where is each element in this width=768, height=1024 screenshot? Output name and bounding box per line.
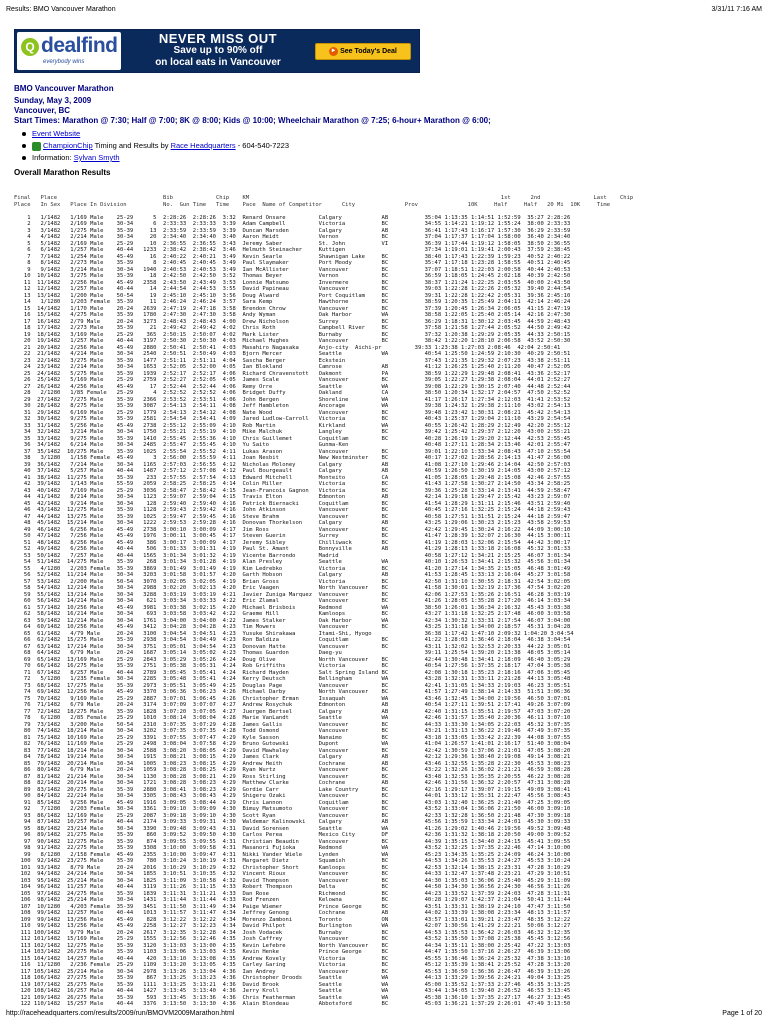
table-row: 93 86/1482 12/169 Male 25-29 2087 3:09:18 3:09:10 4:30 Scott Ryan Vancouver BC 42:33 1:32:28 1:36:50 2:21:48 47:30 3:09:18 [23, 812, 571, 819]
table-row: 43 40/1482 7/169 Male 25-29 3036 2:58:47 2:58:42 4:15 Jean-Francois Gagnon Victoria BC 39:36 1:25:28 1:33:14 2:13:41 44:59 2:58:47 [23, 487, 571, 494]
table-row: 53 50/1482 7/257 Male 40-44 1565 3:01:34 3:01:32 4:19 Vicente Barrondo Madrid 40:58 1:27:12 1:34:21 2:15:25 46:07 3:01:34 [23, 552, 571, 559]
table-row: 14 1/1280 1/203 Female 35-39 11 2:46:24 2:46:24 3:57 Sara Kemp Hawthorne BC 38:59 1:20:35 1:25:49 2:04:11 42:14 2:46:24 [23, 299, 571, 305]
table-row: 112 101/1482 15/169 Male 25-29 1555 3:12:56 3:12:46 4:35 Josh Caffrey Vancouver BC 43:52 1:35:50 1:37:08 2:25:38 45:45 3:12:56 [20, 936, 571, 942]
table-row: 33 31/1482 5/256 Male 45-49 2738 2:55:12 2:55:09 4:10 Rob Martin Kirkland WA 40:55 1:26:42 1:28:29 2:12:49 42:20 2:55:12 [23, 422, 571, 429]
table-row: 80 74/1482 18/214 Male 30-34 3202 3:07:35 3:07:35 4:28 Todd Osmond Vancouver BC 43:21 1:31:13 1:36:22 2:19:46 47:49 3:07:35 [23, 728, 571, 734]
ad-subline: Save up to 90% off [173, 45, 263, 56]
table-row: 62 58/1482 16/214 Male 30-34 693 3:03:58 3:03:42 4:22 Graeme Hill Kamloops BC 43:27 1:31:18 1:32:25 2:17:48 46:00 3:03:58 [23, 611, 571, 617]
table-row: 83 77/1482 18/214 Male 30-34 2588 3:08:20 3:08:05 4:29 David Mawhaley Vancouver BC 42:42 1:30:59 1:37:06 2:21:01 47:05 3:08:20 [23, 747, 571, 754]
table-row: 20 19/1482 1/257 Male 40-44 3197 2:50:30 2:50:30 4:03 Michael Hughes Vancouver BC 38:42 1:22:20 1:28:10 2:06:58 43:52 2:50:30 [23, 338, 571, 344]
table-row: 18 17/1482 2/273 Male 35-39 21 2:49:42 2:49:42 4:02 Chris Roth Campbell River BC 37:58 1:21:58 1:27:44 2:05:52 44:50 2:49:42 [23, 325, 571, 331]
championchip-link[interactable]: ChampionChip [43, 141, 93, 150]
table-row: 103 95/1482 25/214 Male 30-34 1825 3:11:09 3:10:58 4:32 David Thompson Vancouver BC 44:30 1:35:03 1:36:06 2:25:40 45:29 3:11:09 [20, 877, 571, 884]
table-row: 84 78/1482 19/214 Male 30-34 1915 3:08:21 3:08:15 4:29 James Clark Calgary AB 42:12 1:29:36 1:38:40 2:19:08 49:14 3:08:21 [23, 754, 571, 760]
table-row: 72 5/1280 1/235 Female 30-34 2285 3:05:48 3:05:41 4:24 Kerry Deutsch Bellingham WA 43:28 1:32:31 1:33:11 2:21:28 44:13 3:05:48 [23, 676, 571, 682]
table-row: 29 27/1482 7/275 Male 35-39 2366 2:53:52 2:53:51 4:06 John Bergen Shoreline WA 41:17 1:26:17 1:27:34 2:12:03 41:41 2:53:52 [23, 396, 571, 403]
table-row: 21 20/1482 2/256 Male 45-49 2880 2:50:41 2:50:41 4:03 Masahiro Nagasaka Anjo-city Aichi-pr 39:33 1:23:38 1:27:03 2:08:46 42:04 2:50:41 [23, 344, 561, 351]
table-row: 97 90/1482 12/275 Male 35-39 874 3:09:55 3:09:55 4:31 Christian Beaudin Vancouver BC 44:39 1:35:15 1:34:40 2:24:15 45:41 3:09:55 [23, 838, 571, 845]
championchip-icon [32, 142, 41, 151]
table-row: 100 92/1482 23/275 Male 35-39 780 3:10:24 3:10:19 4:31 Margaret Dietz Squamish BC 44:53 1:34:26 1:35:53 2:24:27 45:53 3:10:24 [20, 858, 571, 864]
table-row: 92 7/1280 2/203 Female 30-34 3361 3:09:10 3:09:09 4:30 Bimuy Matsumoto Vancouver BC 43:52 1:33:04 1:36:06 2:21:50 46:00 3:09:10 [23, 806, 571, 812]
table-row: 114 103/1482 26/275 Male 35-39 1103 3:13:06 3:13:03 4:35 Kevin Henke Prince George BC 44:47 1:35:50 1:37:16 2:26:27 46:39 3:13:06 [20, 949, 571, 955]
table-row: 59 55/1482 13/214 Male 30-34 3288 3:03:19 3:03:19 4:21 Javier Zuniga Marquez Vancouver BC 42:06 1:27:53 1:35:26 2:16:51 46:28 3:03:19 [23, 591, 571, 598]
page-number: Page 1 of 20 [722, 1010, 762, 1017]
table-row: 82 76/1482 11/169 Male 25-29 2498 3:08:04 3:07:58 4:29 Bruno Gutowski Dupont WA 41:04 1:26:57 1:41:01 2:16:17 51:40 3:08:04 [23, 741, 571, 747]
table-row: 5 5/1482 2/169 Male 25-29 10 2:36:55 2:36:55 3:43 Jeremy Saber St. John VI 36:39 1:17:44 1:19:12 1:58:05 38:50 2:36:55 [27, 240, 571, 247]
table-row: 117 105/1482 25/214 Male 30-34 2978 3:13:26 3:13:04 4:36 Ian Andrey Vancouver BC 45:53 1:36:50 1:36:36 2:26:47 46:39 3:13:26 [20, 968, 571, 975]
table-row: 15 14/1482 1/170 Male 20-24 2639 2:47:19 2:47:18 3:58 Brendon Chrow Vancouver BC 37:39 1:20:45 1:26:34 2:06:05 41:15 2:47:19 [23, 305, 571, 312]
ad-headline: NEVER MISS OUT [158, 31, 278, 46]
table-row: 35 33/1482 9/275 Male 35-39 1410 2:55:45 2:55:36 4:10 Chris Guillemet Coquitlam BC 40:28 1:26:19 1:29:20 2:12:44 42:53 2:55:45 [23, 435, 571, 442]
table-row: 30 28/1482 8/275 Male 35-39 3087 2:54:13 2:54:11 4:08 Jeff Hambleton Ancorage WA 39:38 1:24:32 1:29:38 2:11:10 43:02 2:54:13 [23, 403, 571, 409]
table-row: 94 87/1482 10/257 Male 40-44 2174 3:09:33 3:09:31 4:30 Waldemar Kalinowski Calgary AB 45:56 1:35:59 1:33:34 2:24:01 45:30 3:09:33 [23, 819, 571, 825]
table-row: 24 23/1482 2/214 Male 30-34 1653 2:52:05 2:52:00 4:05 Ian Blokland Camrose AB 41:12 1:26:25 1:25:40 2:11:20 40:47 2:52:05 [23, 364, 571, 370]
table-row: 17 16/1482 2/79 Male 20-24 3273 2:48:43 2:48:43 4:00 Drew Nicholson Surrey BC 36:29 1:18:31 1:30:12 2:03:45 44:59 2:48:43 [23, 318, 571, 325]
table-row: 63 59/1482 12/214 Male 30-34 1761 3:04:00 3:04:00 4:22 James Stalker Oak Harbor WA 42:34 1:30:32 1:33:31 2:17:54 46:07 3:04:00 [23, 617, 571, 624]
table-row: 87 81/1482 21/214 Male 30-34 1130 3:08:28 3:08:21 4:29 Ross Stirling Vancouver BC 43:48 1:32:53 1:35:35 2:20:55 46:22 3:08:28 [23, 773, 571, 780]
table-row: 45 42/1482 9/214 Male 30-34 128 2:59:40 2:59:40 4:16 Patrick Biernacki Coquitlam BC 41:54 1:28:29 1:31:11 2:15:46 43:51 2:59:40 [23, 500, 571, 507]
table-row: 95 88/1482 23/214 Male 30-34 3390 3:09:48 3:09:43 4:31 David Sorensen Seattle WA 41:26 1:29:02 1:40:46 2:19:56 49:52 3:09:48 [23, 825, 571, 832]
table-row: 44 41/1482 8/214 Male 30-34 1123 2:59:07 2:59:04 4:15 Travis Elton Edmonton AB 42:14 1:29:18 1:29:47 2:15:42 43:23 2:59:07 [23, 494, 571, 500]
table-row: 98 91/1482 22/275 Male 35-39 3308 3:10:00 3:09:58 4:31 Masanori Fujioka Redmond WA 43:52 1:32:25 1:37:35 2:22:46 47:14 3:10:00 [23, 845, 571, 851]
page-url: http://raceheadquarters.com/results/2009/run/BMOVM2009Marathon.html [6, 1010, 235, 1017]
table-row: 19 18/1482 3/169 Male 25-29 365 2:50:15 2:50:07 4:02 Mark Lister Burnaby BC 37:32 1:20:38 1:29:29 2:05:35 44:33 2:50:15 [23, 331, 571, 338]
event-website-link[interactable]: Event Website [32, 129, 81, 138]
timing-item: ChampionChip Timing and Results by Race Headquarters - 604-540-7223 [22, 140, 289, 152]
table-row: 54 51/1482 14/275 Male 35-39 268 3:01:34 3:01:28 4:19 Alan Presley Seattle WA 40:10 1:26:53 1:34:41 2:15:32 45:56 3:01:34 [23, 559, 571, 565]
table-row: 40 37/1482 5/257 Male 40-44 1487 2:57:12 2:57:08 4:12 Paul Bourgeault Calgary AB 40:59 1:26:50 1:30:19 2:14:05 43:00 2:57:12 [23, 468, 571, 474]
table-row: 73 68/1482 17/275 Male 35-39 2973 3:05:51 3:05:49 4:25 Douglas Page Vancouver BC 42:41 1:31:05 1:34:33 2:19:03 46:23 3:05:51 [23, 682, 571, 689]
event-location: Vancouver, BC [14, 106, 71, 115]
table-row: 55 4/1280 2/203 Female 35-39 3869 3:01:49 3:01:49 4:19 Kim Ledrebko Victoria BC 41:20 1:27:14 1:34:35 2:15:05 46:48 3:01:49 [23, 565, 571, 572]
table-row: 50 47/1482 7/256 Male 45-49 1976 3:00:11 3:00:45 4:17 Steven Guerin Surrey BC 41:47 1:28:39 1:32:07 2:16:30 44:15 3:00:11 [23, 533, 571, 539]
table-row: 66 62/1482 15/275 Male 35-39 2938 3:04:54 3:04:49 4:23 Ron Baldiza Coquitlam BC 41:22 1:28:03 1:36:46 2:18:04 46:38 3:04:54 [23, 637, 571, 643]
table-row: 104 96/1482 11/257 Male 40-44 3119 3:11:26 3:11:15 4:33 Robert Thompson Delta BC 44:50 1:34:30 1:36:56 2:24:30 46:56 3:11:26 [20, 884, 571, 890]
table-row: 102 94/1482 24/214 Male 30-34 1855 3:10:51 3:10:35 4:32 Vincent Rioux Vancouver BC 44:33 1:32:47 1:37:48 2:23:21 47:29 3:10:51 [20, 871, 571, 877]
table-row: 6 6/1482 1/257 Male 40-44 1233 2:38:42 2:38:42 3:46 Helmuth Steinacher Kuttigen 37:34 1:19:01 1:19:41 2:00:43 37:59 2:38:45 [27, 247, 571, 253]
table-row: 58 54/1482 12/214 Male 30-34 2988 3:02:20 3:02:13 4:20 Eric Vaagen North Vancouver BC 41:58 1:30:01 1:32:19 2:17:36 47:54 3:02:20 [23, 585, 571, 591]
table-row: 37 35/1482 10/275 Male 35-39 1025 2:55:54 2:55:52 4:11 Lukas Arason Vancouver BC 39:01 1:22:10 1:33:34 2:08:43 47:10 2:55:54 [23, 448, 571, 455]
information-item: Information: Sylvan Smyth [22, 152, 289, 164]
table-row: 111 100/1482 9/79 Male 20-24 2617 3:12:35 3:12:28 4:34 Josh Vodacek Burnaby BC 44:53 1:35:53 1:36:42 2:26:03 46:32 3:12:35 [20, 929, 571, 936]
table-row: 12 12/1482 1/257 Male 40-44 14 2:44:54 2:44:53 3:55 David Papineau Vancouver BC 39:03 1:22:28 1:22:26 2:05:32 39:40 2:44:54 [23, 286, 571, 292]
table-row: 69 65/1482 13/169 Male 25-29 2843 3:05:29 3:05:26 4:24 Doug Olive North Vancouver BC 42:44 1:30:48 1:34:41 2:18:09 46:40 3:05:29 [23, 656, 571, 663]
table-row: 75 70/1482 9/169 Male 25-29 2887 3:07:01 3:06:45 4:26 Christopher Erman Issaquah WA 43:46 1:32:45 1:34:00 2:19:56 46:50 3:07:01 [23, 695, 571, 702]
table-row: 52 49/1482 6/256 Male 40-44 506 3:01:33 3:01:31 4:19 Paul St. Amant Bonnyville AB 41:29 1:28:13 1:33:18 2:16:08 45:32 3:01:33 [23, 546, 571, 552]
table-row: 74 69/1482 12/256 Male 45-49 3370 3:06:36 3:06:23 4:26 Michael Darby North Vancouver BC 41:57 1:27:49 1:38:14 2:14:33 51:51 3:06:36 [23, 689, 571, 695]
table-row: 67 63/1482 17/214 Male 30-34 3751 3:05:01 3:04:54 4:23 Donovan Hatte Vancouver BC 43:11 1:32:02 1:32:53 2:20:33 44:22 3:05:01 [23, 643, 571, 650]
table-row: 88 82/1482 20/214 Male 30-34 1721 3:08:28 3:08:23 4:29 Matthew Clarke Cochrane AB 42:46 1:31:56 1:36:32 2:20:57 47:31 3:08:28 [23, 780, 571, 786]
table-row: 39 36/1482 7/214 Male 30-34 1165 2:57:03 2:56:55 4:12 Nicholas Moloney Calgary AB 41:08 1:27:10 1:29:46 2:14:04 42:50 2:57:03 [23, 461, 571, 468]
table-row: 113 102/1482 12/275 Male 35-39 3120 3:13:03 3:13:00 4:35 Kevin Lefebre North Vancouver BC 44:34 1:35:11 1:38:00 2:25:42 47:22 3:13:03 [20, 942, 571, 949]
table-row: 77 72/1482 18/275 Male 35-39 1828 3:07:20 3:07:05 4:27 Juergen Bertsel Calgary AB 42:40 1:31:15 1:35:51 2:19:57 47:03 3:07:20 [23, 708, 571, 715]
race-headquarters-link[interactable]: Race Headquarters [170, 141, 236, 150]
event-links [22, 128, 289, 164]
table-row: 106 98/1482 25/214 Male 30-34 1431 3:11:44 3:11:44 4:33 Rod Frenzen Kelowna BC 40:28 1:29:07 1:42:37 2:21:04 50:41 3:11:44 [20, 897, 571, 903]
table-row: 49 46/1482 6/256 Male 45-49 2738 3:00:10 3:00:09 4:17 Jim Ross Vancouver BC 42:42 1:29:45 1:30:24 2:16:22 44:09 3:00:10 [23, 526, 571, 533]
table-row: 78 6/1280 2/85 Female 25-29 1010 3:08:14 3:08:04 4:28 Marie VanLandt Seattle WA 42:46 1:31:57 1:35:40 2:20:36 46:11 3:07:10 [23, 715, 571, 721]
see-todays-deal-button[interactable]: ► See Today's Deal [315, 43, 411, 60]
table-row: 71 67/1482 8/257 Male 40-44 2789 3:05:45 3:05:41 4:24 Richard Hayden Salt Spring Island BC 42:08 1:30:18 1:35:23 2:18:16 47:06 3:05:45 [23, 669, 571, 676]
table-row: 57 53/1482 2/200 Male 50-54 3070 3:02:05 3:02:05 4:19 Brian Gross Victoria BC 42:50 1:31:10 1:30:55 2:18:31 42:54 3:02:05 [23, 578, 571, 585]
table-row: 1 1/1482 1/169 Male 25-29 5 2:28:26 2:28:26 3:32 Renard Onsare Calgary AB 35:04 1:13:35 1:14:51 1:52:59 35:27 2:28:26 [27, 214, 571, 221]
table-row: 47 44/1482 13/275 Male 35-39 1025 2:59:47 2:59:45 4:16 Steve Brahm Vancouver BC 40:58 1:27:51 1:31:51 2:15:24 44:18 2:59:47 [23, 513, 571, 520]
table-row: 27 26/1482 4/256 Male 45-49 17 2:52:44 2:52:44 4:06 Remy Orre Seattle WA 39:08 1:22:29 1:30:15 2:07:40 44:48 2:52:44 [23, 383, 571, 390]
table-row: 4 4/1482 2/214 Male 30-34 20 2:34:40 2:34:40 3:40 Aaron Heidt Vernon BC 37:04 1:17:37 1:17:04 1:58:00 36:40 2:34:40 [27, 234, 571, 240]
arrow-icon: ► [330, 47, 337, 54]
table-row: 3 3/1482 1/275 Male 35-39 13 2:33:59 2:33:59 3:39 Duncan Marsden Calgary AB 36:41 1:17:43 1:16:17 1:57:30 36:29 2:33:59 [27, 227, 571, 234]
table-row: 118 106/1482 27/275 Male 35-39 867 3:13:25 3:13:23 4:36 Christopher Droods Seattle WA 44:13 1:33:29 1:39:56 2:24:21 49:04 3:13:25 [20, 975, 571, 981]
table-row: 48 45/1482 15/214 Male 30-34 1222 2:59:53 2:59:28 4:16 Donovan Thorkelson Calgary AB 43:25 1:29:06 1:30:23 2:15:23 43:58 2:59:53 [23, 520, 571, 526]
table-row: 68 64/1482 6/79 Male 20-24 1687 3:05:14 3:05:02 4:23 Thomas Guardon Daeg-yu 39:11 1:25:54 1:39:20 2:13:38 48:05 3:05:14 [23, 650, 571, 656]
table-header-1: Final Place Bib Chip KM 1st 2nd Last Chip [14, 195, 634, 201]
table-row: 9 9/1482 3/214 Male 30-34 1940 2:40:53 2:40:53 3:49 Ian McAllister Vancouver BC 37:07 1:18:51 1:22:03 2:00:58 40:44 2:40:53 [27, 266, 571, 273]
dealfind-logo [17, 32, 121, 70]
table-row: 76 71/1482 6/79 Male 20-24 3174 3:07:09 3:07:07 4:27 Andrew Rosychuk Edmonton AB 40:54 1:27:11 1:39:51 2:17:41 49:26 3:07:09 [23, 702, 571, 708]
table-row: 13 13/1482 1/200 Male 50-54 19 2:45:10 2:45:10 3:56 Doug Alward Port Coquitlam BC 39:31 1:22:28 1:22:42 2:05:31 39:36 2:45:10 [23, 292, 571, 299]
ad-subline-2: on local eats in Vancouver [155, 57, 281, 68]
table-row: 22 21/1482 4/214 Male 30-34 2540 2:50:51 2:50:49 4:03 Bjorn Mercer Seattle WA 40:54 1:25:50 1:24:59 2:10:30 40:29 2:50:51 [23, 351, 571, 357]
table-row: 120 108/1482 16/257 Male 40-44 1427 3:13:45 3:13:40 4:36 Jerry Kroll Seattle WA 43:44 1:34:05 1:39:40 2:26:52 46:53 3:13:45 [20, 988, 571, 994]
logo-text: dealfind [41, 34, 118, 57]
table-header-2: Place In Sex Place In Division No. Gun Time Time Pace Name of Competitor City Prov 10K Half Half 20 Mi 10K Time [14, 201, 611, 208]
event-title: BMO Vancouver Marathon [14, 84, 114, 93]
table-row: 85 79/1482 20/214 Male 30-34 1005 3:08:23 3:08:15 4:29 Andrew Heith Cochrane AB 43:46 1:32:55 1:35:28 2:22:30 45:53 3:08:23 [23, 760, 571, 767]
event-start-times: Start Times: Marathon @ 7:30; Half @ 7:00; 8K @ 8:00; Kids @ 10:00; Wheelchair Marathon @ 7:25; 6-hour+ Marathon @ 6:00; [14, 116, 491, 125]
table-row: 101 93/1482 8/79 Male 20-24 2016 3:10:29 3:10:29 4:32 Christopher Short Kamloops BC 42:53 1:32:14 1:38:15 2:23:31 47:28 3:10:29 [20, 864, 571, 871]
table-row: 25 24/1482 5/275 Male 35-39 1939 2:52:17 2:52:17 4:06 Richard Chravenstott Oakmont PA 38:59 1:22:29 1:29:48 2:08:41 43:36 2:52:17 [23, 370, 571, 377]
dealfind-ad-banner[interactable] [14, 29, 420, 73]
table-row: 109 99/1482 13/256 Male 45-49 828 3:12:22 3:12:22 4:34 Morenzo Zamboni Toronto ON 43:57 1:33:01 1:39:21 2:23:47 48:35 3:12:22 [20, 916, 571, 923]
table-row: 79 73/1482 3/200 Male 50-54 2310 3:07:35 3:07:29 4:28 James Gallis Vancouver BC 44:33 1:33:30 1:34:05 2:22:03 45:32 3:07:35 [23, 721, 571, 728]
table-row: 115 104/1482 14/257 Male 40-44 420 3:13:10 3:13:08 4:35 Andrew Kovely Victoria BC 45:55 1:36:46 1:36:24 2:25:32 47:38 3:13:10 [20, 955, 571, 962]
table-row: 56 52/1482 11/214 Male 30-34 3203 3:01:58 3:01:57 4:20 Garth Hobson Calgary AB 41:53 1:28:45 1:33:13 2:16:04 45:27 3:01:58 [23, 572, 571, 578]
table-row: 81 75/1482 10/169 Male 25-29 3391 3:07:55 3:07:47 4:29 Kyle Sasson Nanaimo BC 43:18 1:33:05 1:33:42 2:22:39 44:08 3:07:55 [23, 734, 571, 741]
table-row: 41 38/1482 11/275 Male 35-39 233 2:57:55 2:57:54 4:13 Edward Mitchell Monteito CA 41:05 1:28:05 1:29:48 2:15:08 42:46 2:57:55 [23, 474, 571, 481]
table-row: 23 22/1482 3/275 Male 35-39 1477 2:51:11 2:51:11 4:04 Sascha Berger Eckstein 37:43 1:21:35 1:29:32 2:07:23 43:38 2:51:11 [23, 357, 571, 364]
dealfind-logo-icon: Q [21, 38, 39, 56]
table-row: 28 2/1280 1/85 Female 25-29 4 2:52:52 2:52:52 4:06 Bridget Duffy Oakland CA 38:50 1:20:34 1:32:17 2:04:57 47:50 2:52:52 [23, 390, 571, 396]
table-row: 51 48/1482 8/256 Male 45-49 386 3:00:17 3:00:09 4:17 Jeremy Sibley Chilliwack BC 41:19 1:28:03 1:32:06 2:15:54 44:42 3:00:17 [23, 539, 571, 546]
information-contact-link[interactable]: Sylvan Smyth [73, 153, 120, 162]
results-table [14, 195, 633, 1008]
table-row: 70 66/1482 16/275 Male 35-39 2751 3:05:38 3:05:31 4:24 Rob Griffiths Victoria BC 40:54 1:27:56 1:37:35 2:18:17 47:04 3:05:38 [23, 663, 571, 669]
table-row: 61 57/1482 10/256 Male 45-49 3981 3:03:38 3:02:15 4:20 Michael Brisbois Redmond WA 38:50 1:26:01 1:36:34 2:16:32 45:43 3:03:38 [23, 604, 571, 611]
table-row: 121 109/1482 26/275 Male 35-39 593 3:13:45 3:13:36 4:36 Chris Featherman Seattle WA 45:38 1:36:10 1:37:35 2:27:17 46:27 3:13:45 [20, 994, 571, 1001]
table-row: 86 80/1482 6/79 Male 20-24 1059 3:08:28 3:08:25 4:29 Ryan Wurtz Vancouver BC 43:22 1:32:26 1:36:02 2:21:21 46:59 3:08:28 [23, 767, 571, 773]
table-row: 89 83/1482 20/275 Male 35-39 2880 3:08:41 3:08:23 4:29 Gordie Carr Lake Country BC 42:16 1:29:17 1:39:07 2:19:15 49:09 3:08:41 [23, 786, 571, 793]
table-row: 105 97/1482 24/275 Male 35-39 1839 3:11:31 3:11:21 4:33 Dan Rose Richmond BC 44:23 1:33:52 1:37:39 2:24:03 47:28 3:11:31 [20, 890, 571, 897]
table-row: 107 10/1280 4/203 Female 35-39 3451 3:11:50 3:11:49 4:34 Paige Wiemer Prince George BC 43:51 1:33:31 1:38:19 2:24:10 47:47 3:11:50 [20, 903, 571, 910]
print-datetime: 3/31/11 7:16 AM [711, 6, 762, 13]
table-row: 34 32/1482 3/214 Male 30-34 1750 2:55:21 2:55:19 4:10 Mike Malchuk Langley BC 39:42 1:25:42 1:29:37 2:12:20 43:00 2:55:21 [23, 429, 571, 435]
event-website-item [22, 128, 289, 140]
section-title: Overall Marathon Results [14, 168, 111, 177]
event-info [14, 96, 574, 126]
table-row: 38 3/1280 1/158 Female 45-49 3 2:56:00 2:55:59 4:11 Joan Nesbit New Westminster BC 40:17 1:27:02 1:28:56 2:14:13 41:47 2:56:00 [23, 455, 571, 461]
page-title: Results: BMO Vancouver Marathon [6, 6, 116, 13]
table-row: 26 25/1482 5/169 Male 25-29 2759 2:52:27 2:52:05 4:05 James Scale Vancouver BC 39:05 1:22:27 1:29:38 2:08:04 44:01 2:52:27 [23, 377, 571, 383]
logo-tagline: everybody wins [43, 59, 85, 65]
table-row: 99 8/1280 2/158 Female 45-49 2355 3:10:00 3:09:47 4:31 Nikki Vander Wiele Lynden WA 45:23 1:34:35 1:35:25 2:24:09 46:24 3:10:00 [23, 851, 571, 858]
table-row: 36 34/1482 6/214 Male 30-34 2485 2:55:47 2:55:45 4:10 Yu Saito Gunma-Ken 40:48 1:27:11 1:28:34 2:13:46 42:01 2:55:47 [23, 442, 571, 448]
table-rows [14, 215, 574, 1008]
table-row: 8 8/1482 2/273 Male 35-39 8 2:40:45 2:40:45 3:49 Paul Slaymaker Port Moody BC 35:47 1:17:18 1:23:28 1:58:55 40:51 2:40:45 [27, 260, 571, 266]
table-row: 110 99/1482 13/256 Male 45-49 2258 3:12:27 3:12:23 4:34 David Philpot Burlington WA 42:07 1:30:56 1:41:29 2:22:21 50:06 3:12:27 [20, 923, 571, 929]
table-row: 31 29/1482 6/169 Male 25-29 1779 2:54:13 2:54:12 4:08 Nate Wood Vancouver BC 39:48 1:23:42 1:30:31 2:08:21 45:42 2:54:13 [23, 409, 571, 416]
table-row: 119 107/1482 25/275 Male 35-39 1111 3:13:25 3:13:21 4:36 David Brook Seattle WA 45:00 1:35:52 1:37:33 2:27:46 45:35 3:13:25 [20, 981, 571, 988]
table-row: 122 110/1482 15/257 Male 40-44 3376 3:13:50 3:13:30 4:36 Alain Blondeau Abbotsford BC 45:03 1:36:21 1:37:29 2:26:01 47:49 3:13:50 [20, 1001, 571, 1007]
event-date: Sunday, May 3, 2009 [14, 96, 92, 105]
table-row: 91 85/1482 9/256 Male 45-49 1916 3:09:05 3:08:44 4:29 Chris Lannon Coquitlam BC 43:03 1:32:40 1:36:25 2:21:40 47:25 3:09:05 [23, 799, 571, 806]
table-row: 7 7/1482 1/254 Male 45-49 16 2:40:22 2:40:21 3:49 Kevin Searle Shawnigan Lake BC 38:40 1:17:43 1:22:39 1:59:23 40:52 2:40:22 [27, 253, 571, 260]
table-row: 90 84/1482 22/214 Male 30-34 3305 3:08:43 3:08:43 4:29 Shigeru Ozaki Vancouver BC 44:01 1:33:12 1:35:31 2:22:47 45:56 3:08:43 [23, 793, 571, 799]
table-row: 42 39/1482 1/143 Male 55-59 2059 2:58:25 2:58:25 4:14 Colin Miller Victoria BC 41:43 1:27:58 1:30:27 2:14:50 43:34 2:58:25 [23, 481, 571, 487]
table-row: 46 43/1482 12/275 Male 35-39 1128 2:59:43 2:59:42 4:16 John Atkinson Vancouver BC 40:45 1:27:16 1:32:25 2:15:24 44:18 2:59:43 [23, 507, 571, 513]
table-row: 10 10/1482 3/275 Male 35-39 18 2:42:50 2:42:50 3:52 Thomas Beyer Vernon BC 36:59 1:18:05 1:24:45 2:02:18 40:39 2:42:50 [23, 273, 571, 279]
table-row: 64 60/1482 10/256 Male 45-49 3412 3:04:28 3:04:28 4:23 Tim Mowers Vancouver BC 43:25 1:31:18 1:34:00 2:18:57 45:31 3:04:28 [23, 624, 571, 630]
table-row: 96 89/1482 21/275 Male 35-39 860 3:09:52 3:09:50 4:30 Carlos Perea Mexico City DF 42:36 1:31:32 1:38:18 2:20:50 49:00 3:09:52 [23, 832, 571, 838]
table-row: 60 56/1482 14/214 Male 30-34 621 3:03:34 3:03:33 4:22 Eric Zlamal Vancouver BC 41:26 1:28:05 1:35:28 2:17:20 46:14 3:03:34 [23, 598, 571, 604]
table-row: 2 2/1482 2/169 Male 30-34 6 2:33:33 2:33:33 3:39 Adam Campbell Victoria BC 34:55 1:14:21 1:19:12 1:55:24 38:00 2:33:33 [27, 221, 571, 227]
table-row: 11 11/1482 2/256 Male 45-49 2358 2:43:50 2:43:49 3:53 Lonnie Matsumo Invermere BC 38:37 1:21:24 1:22:25 2:03:55 40:00 2:43:50 [23, 279, 571, 286]
table-row: 116 11/1280 2/236 Female 25-29 1109 3:13:20 3:13:05 4:35 Carley Garing Victoria BC 45:12 1:35:39 1:38:41 2:25:52 47:28 3:13:20 [20, 962, 571, 968]
table-row: 16 15/1482 4/275 Male 35-39 1780 2:47:30 2:47:30 3:58 Andy Wyman Oak Harbor WA 38:58 1:22:05 1:25:40 2:05:14 42:16 2:47:30 [23, 312, 571, 318]
table-row: 65 61/1482 4/79 Male 20-24 3100 3:04:54 3:04:51 4:23 Yusuke Shirakawa Itami-Shi, Hyogo 36:38 1:17:42 1:47:10 2:09:32 1:04:20 3:04:54 [23, 630, 574, 637]
table-row: 32 30/1482 9/275 Male 35-39 2581 2:54:54 2:54:41 4:09 Jared Ludlow-Carroll Victoria BC 40:43 1:25:37 1:29:04 2:11:10 43:29 2:54:54 [23, 416, 571, 422]
table-row: 108 99/1482 12/257 Male 40-44 1013 3:11:57 3:11:47 4:34 Jeffrey Genong Cochrane AB 44:02 1:33:39 1:38:08 2:23:34 48:13 3:11:57 [20, 910, 571, 916]
